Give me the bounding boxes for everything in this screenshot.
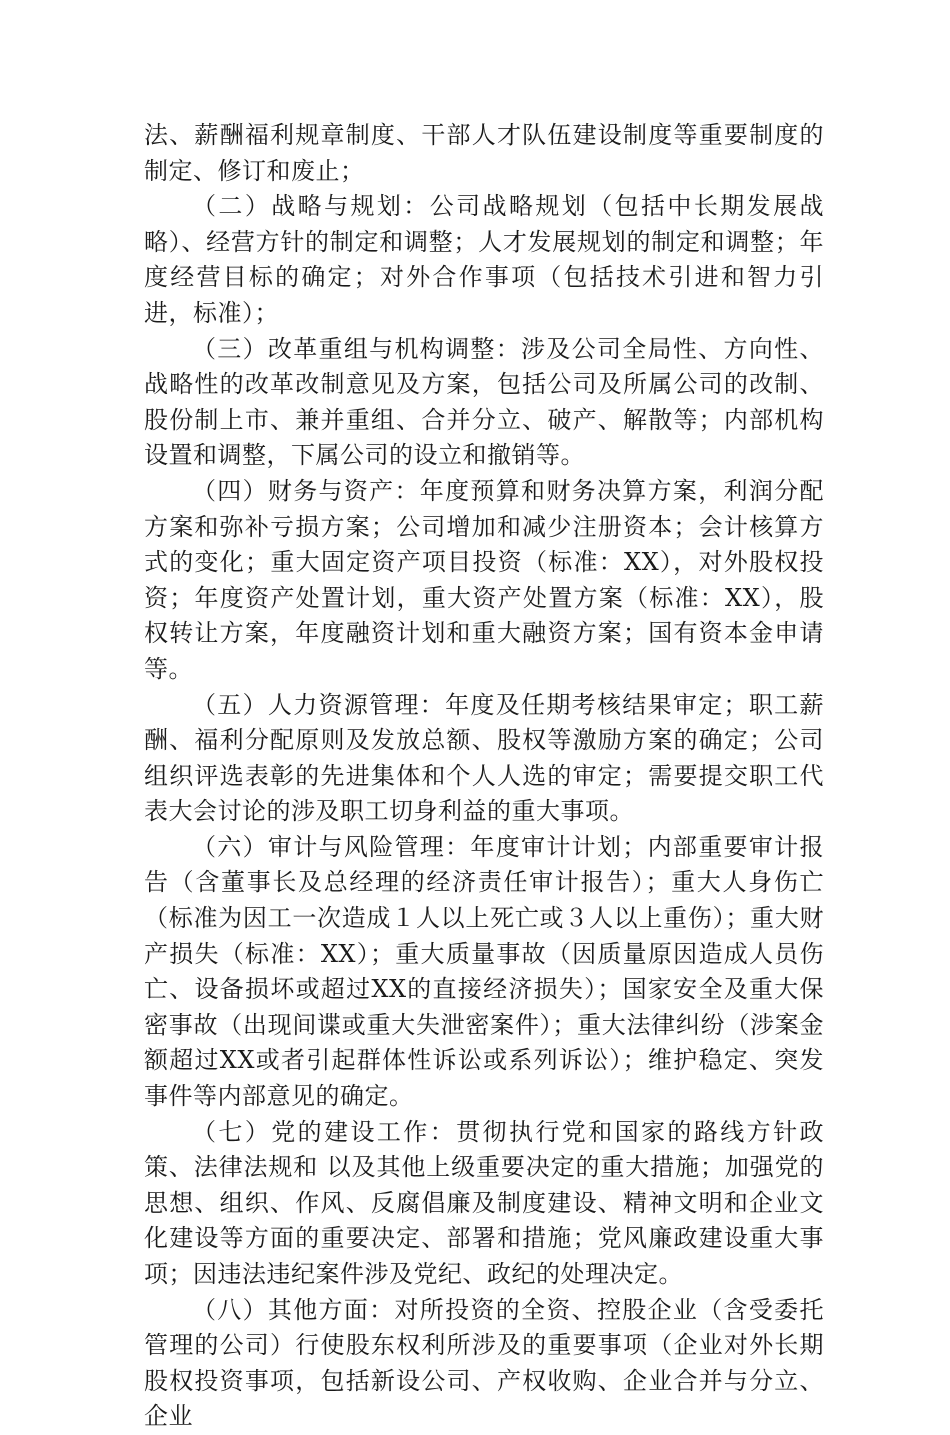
paragraph-finance-assets: （四）财务与资产：年度预算和财务决算方案，利润分配方案和弥补亏损方案；公司增加和减少注册资本；会计核算方式的变化；重大固定资产项目投资（标准：XX），对外股权投资；年度资产处置计划，重大资产处置方案（标准：XX），股权转让方案，年度融资计划和重大融资方案；国有资本金申请等。: [144, 476, 824, 683]
paragraph-continuation: 法、薪酬福利规章制度、干部人才队伍建设制度等重要制度的制定、修订和废止；: [144, 121, 824, 185]
paragraph-reform-restructuring: （三）改革重组与机构调整：涉及公司全局性、方向性、战略性的改革改制意见及方案，包括公司及所属公司的改制、股份制上市、兼并重组、合并分立、破产、解散等；内部机构设置和调整，下属公司的设立和撤销等。: [144, 334, 824, 470]
paragraph-audit-risk: （六）审计与风险管理：年度审计计划；内部重要审计报告（含董事长及总经理的经济责任审计报告）；重大人身伤亡（标准为因工一次造成１人以上死亡或３人以上重伤）；重大财产损失（标准：XX）；重大质量事故（因质量原因造成人员伤亡、设备损坏或超过XX的直接经济损失）；国家安全及重大保密事故（出现间谍或重大失泄密案件）；重大法律纠纷（涉案金额超过XX或者引起群体性诉讼或系列诉讼）；维护稳定、突发事件等内部意见的确定。: [144, 832, 824, 1111]
document-body: [144, 118, 824, 1435]
paragraph-other-matters: （八）其他方面：对所投资的全资、控股企业（含受委托管理的公司）行使股东权利所涉及的重要事项（企业对外长期股权投资事项，包括新设公司、产权收购、企业合并与分立、企业: [144, 1295, 824, 1431]
paragraph-party-building: （七）党的建设工作：贯彻执行党和国家的路线方针政策、法律法规和 以及其他上级重要决定的重大措施；加强党的思想、组织、作风、反腐倡廉及制度建设、精神文明和企业文化建设等方面的重要决定、部署和措施；党风廉政建设重大事项；因违法违纪案件涉及党纪、政纪的处理决定。: [144, 1117, 824, 1288]
paragraph-strategy-planning: （二）战略与规划：公司战略规划（包括中长期发展战略）、经营方针的制定和调整；人才发展规划的制定和调整；年度经营目标的确定；对外合作事项（包括技术引进和智力引进，标准）；: [144, 192, 824, 327]
paragraph-human-resources: （五）人力资源管理：年度及任期考核结果审定；职工薪酬、福利分配原则及发放总额、股权等激励方案的确定；公司组织评选表彰的先进集体和个人人选的审定；需要提交职工代表大会讨论的涉及职工切身利益的重大事项。: [144, 690, 824, 826]
